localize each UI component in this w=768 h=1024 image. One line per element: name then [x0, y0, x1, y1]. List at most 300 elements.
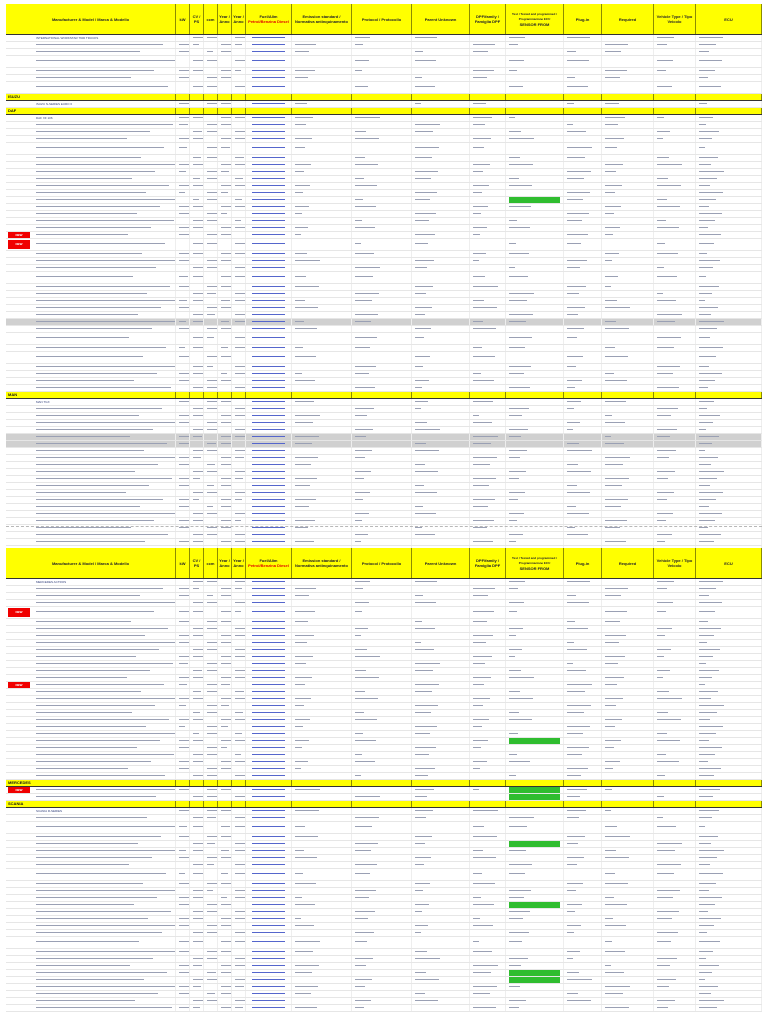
col-to-header[interactable]: Year / Anno: [232, 548, 246, 578]
fuel-link[interactable]: [252, 897, 285, 898]
table-row[interactable]: [6, 272, 762, 284]
table-row[interactable]: [6, 794, 762, 801]
table-row[interactable]: [6, 991, 762, 998]
table-row[interactable]: [6, 593, 762, 600]
fuel-link[interactable]: [252, 979, 285, 980]
model-cell[interactable]: [6, 600, 176, 606]
table-row[interactable]: [6, 197, 762, 204]
table-row[interactable]: [6, 204, 762, 211]
fuel-link[interactable]: [252, 415, 285, 416]
fuel-cell[interactable]: [246, 504, 292, 510]
model-cell[interactable]: [6, 862, 176, 868]
table-row[interactable]: [6, 1005, 762, 1012]
fuel-link[interactable]: [252, 740, 285, 741]
fuel-cell[interactable]: [246, 406, 292, 412]
table-row[interactable]: [6, 956, 762, 963]
model-cell[interactable]: [6, 190, 176, 196]
fuel-cell[interactable]: [246, 204, 292, 210]
fuel-link[interactable]: [252, 965, 285, 966]
table-row[interactable]: [6, 49, 762, 56]
fuel-link[interactable]: [252, 60, 285, 61]
fuel-cell[interactable]: [246, 752, 292, 758]
fuel-cell[interactable]: [246, 682, 292, 688]
fuel-link[interactable]: [252, 77, 285, 78]
table-row[interactable]: [6, 441, 762, 448]
fuel-cell[interactable]: [246, 82, 292, 93]
fuel-link[interactable]: [252, 817, 285, 818]
model-cell[interactable]: [6, 211, 176, 217]
model-cell[interactable]: [6, 101, 176, 107]
fuel-link[interactable]: [252, 220, 285, 221]
model-cell[interactable]: [6, 483, 176, 489]
fuel-cell[interactable]: [246, 420, 292, 426]
fuel-link[interactable]: [252, 485, 285, 486]
fuel-link[interactable]: [252, 356, 285, 357]
table-row[interactable]: [6, 626, 762, 633]
fuel-cell[interactable]: [246, 183, 292, 189]
model-cell[interactable]: [6, 68, 176, 74]
model-cell[interactable]: [6, 977, 176, 983]
table-row[interactable]: [6, 532, 762, 539]
col-from-header[interactable]: Year / Anno: [218, 548, 232, 578]
table-row[interactable]: [6, 752, 762, 759]
fuel-link[interactable]: [252, 691, 285, 692]
table-row[interactable]: [6, 434, 762, 441]
fuel-link[interactable]: [252, 684, 285, 685]
table-row[interactable]: [6, 808, 762, 815]
model-cell[interactable]: [6, 455, 176, 461]
col-protocol-header[interactable]: Protocol / Protocollo: [352, 548, 412, 578]
model-cell[interactable]: [6, 298, 176, 304]
fuel-link[interactable]: [252, 499, 285, 500]
table-row[interactable]: [6, 633, 762, 640]
fuel-link[interactable]: [252, 602, 285, 603]
fuel-link[interactable]: [252, 775, 285, 776]
fuel-link[interactable]: [252, 103, 285, 104]
table-row[interactable]: [6, 759, 762, 766]
model-cell[interactable]: [6, 626, 176, 632]
model-cell[interactable]: [6, 647, 176, 653]
table-row[interactable]: [6, 497, 762, 504]
fuel-cell[interactable]: [246, 333, 292, 344]
col-obd-header[interactable]: Parent Unknown: [412, 4, 470, 34]
model-cell[interactable]: [6, 115, 176, 121]
model-cell[interactable]: [6, 364, 176, 370]
fuel-cell[interactable]: [246, 462, 292, 468]
fuel-link[interactable]: [252, 506, 285, 507]
fuel-link[interactable]: [252, 621, 285, 622]
table-row[interactable]: [6, 717, 762, 724]
model-cell[interactable]: [6, 970, 176, 976]
fuel-link[interactable]: [252, 429, 285, 430]
fuel-cell[interactable]: [246, 717, 292, 723]
table-row[interactable]: [6, 773, 762, 780]
fuel-cell[interactable]: [246, 101, 292, 107]
table-row[interactable]: [6, 998, 762, 1005]
model-cell[interactable]: [6, 640, 176, 646]
fuel-cell[interactable]: [246, 251, 292, 257]
fuel-cell[interactable]: [246, 949, 292, 955]
table-row[interactable]: [6, 56, 762, 68]
model-cell[interactable]: [6, 998, 176, 1004]
fuel-cell[interactable]: [246, 895, 292, 901]
model-cell[interactable]: [6, 773, 176, 779]
fuel-link[interactable]: [252, 649, 285, 650]
fuel-link[interactable]: [252, 726, 285, 727]
model-cell[interactable]: [6, 265, 176, 271]
model-cell[interactable]: [6, 497, 176, 503]
model-cell[interactable]: [6, 42, 176, 48]
fuel-cell[interactable]: [246, 633, 292, 639]
fuel-cell[interactable]: [246, 862, 292, 868]
model-cell[interactable]: [6, 136, 176, 142]
fuel-cell[interactable]: [246, 49, 292, 55]
fuel-link[interactable]: [252, 864, 285, 865]
model-cell[interactable]: [6, 607, 176, 618]
table-row[interactable]: [6, 963, 762, 970]
fuel-link[interactable]: [252, 131, 285, 132]
fuel-cell[interactable]: [246, 345, 292, 351]
model-cell[interactable]: [6, 654, 176, 660]
fuel-link[interactable]: [252, 826, 285, 827]
fuel-cell[interactable]: [246, 35, 292, 41]
fuel-cell[interactable]: [246, 455, 292, 461]
fuel-cell[interactable]: [246, 745, 292, 751]
fuel-link[interactable]: [252, 44, 285, 45]
fuel-link[interactable]: [252, 171, 285, 172]
fuel-cell[interactable]: [246, 518, 292, 524]
model-cell[interactable]: [6, 284, 176, 290]
table-row[interactable]: [6, 703, 762, 710]
model-cell[interactable]: [6, 916, 176, 922]
model-cell[interactable]: [6, 305, 176, 311]
table-row[interactable]: [6, 504, 762, 511]
fuel-link[interactable]: [252, 993, 285, 994]
col-sensor-header[interactable]: [506, 548, 564, 578]
table-row[interactable]: [6, 689, 762, 696]
fuel-cell[interactable]: [246, 371, 292, 377]
model-cell[interactable]: [6, 848, 176, 854]
model-cell[interactable]: [6, 122, 176, 128]
col-fuel-header[interactable]: [246, 548, 292, 578]
table-row[interactable]: [6, 122, 762, 129]
fuel-cell[interactable]: [246, 855, 292, 861]
fuel-link[interactable]: [252, 307, 285, 308]
table-row[interactable]: [6, 364, 762, 371]
table-row[interactable]: [6, 848, 762, 855]
fuel-cell[interactable]: [246, 75, 292, 81]
fuel-cell[interactable]: [246, 841, 292, 847]
table-row[interactable]: [6, 539, 762, 546]
table-row[interactable]: [6, 406, 762, 413]
model-cell[interactable]: [6, 689, 176, 695]
fuel-link[interactable]: [252, 401, 285, 402]
model-cell[interactable]: [6, 312, 176, 318]
model-cell[interactable]: [6, 333, 176, 344]
col-fuel-header[interactable]: [246, 4, 292, 34]
table-row[interactable]: [6, 455, 762, 462]
fuel-link[interactable]: [252, 513, 285, 514]
model-cell[interactable]: [6, 593, 176, 599]
model-cell[interactable]: [6, 490, 176, 496]
fuel-link[interactable]: [252, 670, 285, 671]
fuel-link[interactable]: [252, 520, 285, 521]
fuel-link[interactable]: [252, 380, 285, 381]
model-cell[interactable]: [6, 218, 176, 224]
fuel-link[interactable]: [252, 796, 285, 797]
fuel-link[interactable]: [252, 457, 285, 458]
model-cell[interactable]: [6, 385, 176, 391]
table-row[interactable]: [6, 291, 762, 298]
fuel-link[interactable]: [252, 314, 285, 315]
fuel-link[interactable]: [252, 951, 285, 952]
fuel-link[interactable]: [252, 836, 285, 837]
table-row[interactable]: [6, 710, 762, 717]
fuel-link[interactable]: [252, 747, 285, 748]
model-cell[interactable]: [6, 143, 176, 154]
table-row[interactable]: [6, 476, 762, 483]
fuel-cell[interactable]: [246, 115, 292, 121]
col-vehicle-header[interactable]: Vehicle Type / Tipo Veicolo: [654, 548, 696, 578]
table-row[interactable]: [6, 640, 762, 647]
table-row[interactable]: [6, 169, 762, 176]
fuel-link[interactable]: [252, 527, 285, 528]
fuel-cell[interactable]: [246, 413, 292, 419]
fuel-link[interactable]: [252, 178, 285, 179]
fuel-cell[interactable]: [246, 490, 292, 496]
model-cell[interactable]: [6, 469, 176, 475]
fuel-link[interactable]: [252, 206, 285, 207]
table-row[interactable]: [6, 448, 762, 455]
model-cell[interactable]: [6, 738, 176, 744]
fuel-link[interactable]: [252, 366, 285, 367]
fuel-cell[interactable]: [246, 441, 292, 447]
model-cell[interactable]: [6, 815, 176, 821]
fuel-link[interactable]: [252, 422, 285, 423]
fuel-cell[interactable]: [246, 794, 292, 800]
table-row[interactable]: [6, 586, 762, 593]
model-cell[interactable]: [6, 35, 176, 41]
fuel-cell[interactable]: [246, 511, 292, 517]
table-row[interactable]: [6, 190, 762, 197]
fuel-cell[interactable]: [246, 909, 292, 915]
fuel-cell[interactable]: [246, 970, 292, 976]
col-ecu-header[interactable]: ECU: [696, 548, 762, 578]
fuel-cell[interactable]: [246, 258, 292, 264]
model-cell[interactable]: [6, 822, 176, 833]
table-row[interactable]: [6, 305, 762, 312]
col-dpf-header[interactable]: DPF/family / Famiglia DPF: [470, 4, 506, 34]
table-row[interactable]: [6, 984, 762, 991]
fuel-cell[interactable]: [246, 738, 292, 744]
table-row[interactable]: [6, 881, 762, 888]
table-row[interactable]: [6, 469, 762, 476]
fuel-link[interactable]: [252, 373, 285, 374]
model-cell[interactable]: [6, 258, 176, 264]
fuel-link[interactable]: [252, 328, 285, 329]
fuel-cell[interactable]: [246, 211, 292, 217]
table-row[interactable]: [6, 869, 762, 881]
col-dpf-header[interactable]: DPF/family / Famiglia DPF: [470, 548, 506, 578]
fuel-link[interactable]: [252, 492, 285, 493]
fuel-link[interactable]: [252, 436, 285, 437]
fuel-cell[interactable]: [246, 56, 292, 67]
fuel-cell[interactable]: [246, 427, 292, 433]
fuel-link[interactable]: [252, 286, 285, 287]
fuel-cell[interactable]: [246, 848, 292, 854]
fuel-link[interactable]: [252, 471, 285, 472]
fuel-cell[interactable]: [246, 291, 292, 297]
fuel-cell[interactable]: [246, 902, 292, 908]
table-row[interactable]: [6, 319, 762, 326]
table-row[interactable]: [6, 162, 762, 169]
fuel-cell[interactable]: [246, 647, 292, 653]
model-cell[interactable]: [6, 352, 176, 363]
model-cell[interactable]: [6, 518, 176, 524]
table-row[interactable]: [6, 371, 762, 378]
table-row[interactable]: [6, 298, 762, 305]
table-row[interactable]: [6, 312, 762, 319]
model-cell[interactable]: [6, 834, 176, 840]
fuel-link[interactable]: [252, 768, 285, 769]
fuel-link[interactable]: [252, 293, 285, 294]
model-cell[interactable]: [6, 759, 176, 765]
fuel-link[interactable]: [252, 164, 285, 165]
model-cell[interactable]: [6, 724, 176, 730]
model-cell[interactable]: [6, 717, 176, 723]
table-row[interactable]: [6, 668, 762, 675]
fuel-link[interactable]: [252, 972, 285, 973]
table-row[interactable]: [6, 101, 762, 108]
fuel-link[interactable]: [252, 628, 285, 629]
model-cell[interactable]: [6, 619, 176, 625]
table-row[interactable]: [6, 143, 762, 155]
model-cell[interactable]: [6, 710, 176, 716]
fuel-link[interactable]: [252, 810, 285, 811]
fuel-link[interactable]: [252, 37, 285, 38]
table-row[interactable]: [6, 265, 762, 272]
model-cell[interactable]: [6, 841, 176, 847]
fuel-cell[interactable]: [246, 539, 292, 545]
fuel-link[interactable]: [252, 337, 285, 338]
fuel-link[interactable]: [252, 588, 285, 589]
fuel-link[interactable]: [252, 157, 285, 158]
fuel-link[interactable]: [252, 117, 285, 118]
fuel-cell[interactable]: [246, 689, 292, 695]
table-row[interactable]: [6, 352, 762, 364]
table-row[interactable]: [6, 696, 762, 703]
model-cell[interactable]: [6, 696, 176, 702]
model-cell[interactable]: [6, 909, 176, 915]
table-row[interactable]: [6, 977, 762, 984]
fuel-cell[interactable]: [246, 378, 292, 384]
model-cell[interactable]: [6, 984, 176, 990]
fuel-cell[interactable]: [246, 42, 292, 48]
fuel-link[interactable]: [252, 192, 285, 193]
table-row[interactable]: [6, 841, 762, 848]
model-cell[interactable]: [6, 204, 176, 210]
table-row[interactable]: [6, 675, 762, 682]
fuel-cell[interactable]: [246, 956, 292, 962]
table-row[interactable]: [6, 211, 762, 218]
fuel-cell[interactable]: [246, 272, 292, 283]
model-cell[interactable]: [6, 82, 176, 93]
fuel-link[interactable]: [252, 850, 285, 851]
col-cv-header[interactable]: CV / PS: [190, 548, 204, 578]
fuel-cell[interactable]: [246, 399, 292, 405]
fuel-link[interactable]: [252, 904, 285, 905]
col-standard-header[interactable]: Emission standard / Normativa antinquinamento: [292, 548, 352, 578]
model-cell[interactable]: [6, 176, 176, 182]
fuel-cell[interactable]: [246, 731, 292, 737]
fuel-cell[interactable]: [246, 469, 292, 475]
fuel-cell[interactable]: [246, 532, 292, 538]
table-row[interactable]: [6, 654, 762, 661]
model-cell[interactable]: [6, 766, 176, 772]
table-row[interactable]: [6, 345, 762, 352]
table-row[interactable]: [6, 232, 762, 239]
table-row[interactable]: [6, 251, 762, 258]
table-row[interactable]: [6, 787, 762, 794]
table-row[interactable]: [6, 35, 762, 42]
model-cell[interactable]: [6, 504, 176, 510]
model-cell[interactable]: [6, 794, 176, 800]
fuel-cell[interactable]: [246, 385, 292, 391]
col-vehicle-header[interactable]: Vehicle Type / Tipo Veicolo: [654, 4, 696, 34]
fuel-link[interactable]: [252, 147, 285, 148]
table-row[interactable]: [6, 427, 762, 434]
col-model-header[interactable]: Manufacturer & Model / Marca & Modello: [6, 548, 176, 578]
table-row[interactable]: [6, 895, 762, 902]
fuel-cell[interactable]: [246, 197, 292, 203]
table-row[interactable]: [6, 511, 762, 518]
fuel-link[interactable]: [252, 267, 285, 268]
model-cell[interactable]: [6, 345, 176, 351]
fuel-link[interactable]: [252, 51, 285, 52]
fuel-cell[interactable]: [246, 930, 292, 936]
table-row[interactable]: [6, 176, 762, 183]
fuel-cell[interactable]: [246, 232, 292, 238]
model-cell[interactable]: [6, 441, 176, 447]
model-cell[interactable]: [6, 232, 176, 238]
model-cell[interactable]: [6, 406, 176, 412]
fuel-link[interactable]: [252, 124, 285, 125]
fuel-cell[interactable]: [246, 593, 292, 599]
fuel-cell[interactable]: [246, 169, 292, 175]
fuel-cell[interactable]: [246, 869, 292, 880]
fuel-cell[interactable]: [246, 923, 292, 929]
fuel-link[interactable]: [252, 719, 285, 720]
model-cell[interactable]: [6, 169, 176, 175]
fuel-cell[interactable]: [246, 808, 292, 814]
fuel-link[interactable]: [252, 883, 285, 884]
fuel-cell[interactable]: [246, 143, 292, 154]
table-row[interactable]: [6, 916, 762, 923]
table-row[interactable]: [6, 399, 762, 406]
fuel-cell[interactable]: [246, 815, 292, 821]
fuel-cell[interactable]: [246, 434, 292, 440]
model-cell[interactable]: [6, 956, 176, 962]
model-cell[interactable]: [6, 129, 176, 135]
model-cell[interactable]: [6, 378, 176, 384]
fuel-cell[interactable]: [246, 352, 292, 363]
fuel-link[interactable]: [252, 857, 285, 858]
table-row[interactable]: [6, 155, 762, 162]
fuel-link[interactable]: [252, 911, 285, 912]
fuel-link[interactable]: [252, 1007, 285, 1008]
fuel-link[interactable]: [252, 698, 285, 699]
fuel-cell[interactable]: [246, 991, 292, 997]
